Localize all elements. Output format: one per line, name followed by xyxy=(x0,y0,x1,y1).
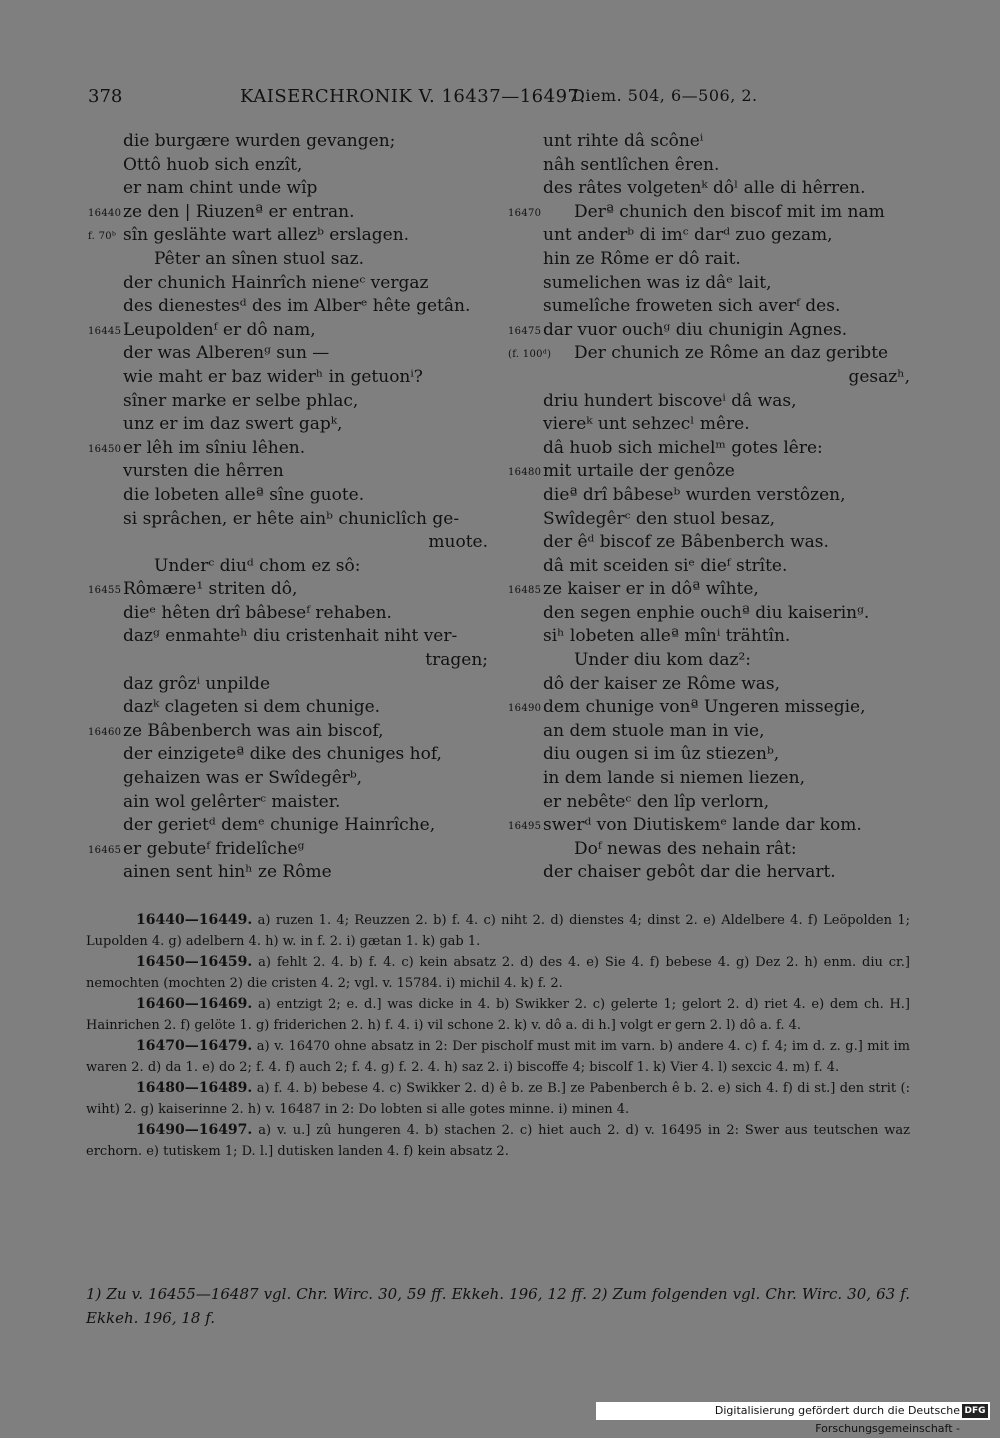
apparatus-text: a) v. 16470 ohne absatz in 2: Der pischolf must mit im varn. b) andere 4. c) f. 4; im d. z. g.] mit im waren 2. d) da 1. e) do 2; f. 4. f) auch 2; f. 4. g) f. 2. 4. h) saz 2. i) biscoffe 4; biscolf 1. k) Vier 4. l) sexcic 4. m) f. 4. xyxy=(86,1039,910,1075)
verse-line xyxy=(88,602,488,626)
verse-text: sîner marke er selbe phlac, xyxy=(123,390,359,411)
verse-line xyxy=(88,201,488,225)
verse-line xyxy=(508,508,910,532)
line-number: (f. 100ᵈ) xyxy=(508,349,552,361)
line-number: f. 70ᵇ xyxy=(88,231,117,243)
verse-line xyxy=(508,366,910,390)
line-number: 16440 xyxy=(88,207,122,219)
verse-text: nâh sentlîchen êren. xyxy=(543,154,720,175)
line-number: 16470 xyxy=(508,207,542,219)
verse-line xyxy=(88,861,488,885)
verse-text: gesazʰ, xyxy=(848,366,910,387)
line-number: 16490 xyxy=(508,703,542,715)
verse-line xyxy=(508,484,910,508)
verse-line xyxy=(88,154,488,178)
verse-text: daz grôzⁱ unpilde xyxy=(123,673,270,694)
apparatus-range: 16460—16469. xyxy=(136,996,253,1012)
apparatus-entry xyxy=(86,952,910,994)
page-header xyxy=(88,86,758,112)
verse-text: ain wol gelêrterᶜ maister. xyxy=(123,791,341,812)
verse-line xyxy=(508,437,910,461)
verse-line xyxy=(508,272,910,296)
verse-line xyxy=(88,791,488,815)
verse-line xyxy=(88,224,488,248)
verse-text: Pêter an sînen stuol saz. xyxy=(154,248,364,269)
apparatus-text: a) ruzen 1. 4; Reuzzen 2. b) f. 4. c) niht 2. d) dienstes 4; dinst 2. e) Aldelbere 4. f) Leöpolden 1; Lupolden 4. g) adelbern 4. h) w. in f. 2. i) gætan 1. k) gab 1. xyxy=(86,913,910,949)
line-number: 16485 xyxy=(508,585,542,597)
verse-line xyxy=(88,696,488,720)
verse-text: sîn geslähte wart allezᵇ erslagen. xyxy=(123,225,410,246)
line-number: 16460 xyxy=(88,726,122,738)
left-verse-column xyxy=(88,130,488,885)
verse-line xyxy=(508,319,910,343)
line-number: 16445 xyxy=(88,325,122,337)
verse-line xyxy=(508,791,910,815)
verse-line xyxy=(88,649,488,673)
apparatus-range: 16490—16497. xyxy=(136,1122,253,1138)
verse-line xyxy=(88,578,488,602)
verse-text: driu hundert biscoveⁱ dâ was, xyxy=(543,390,797,411)
verse-line xyxy=(88,555,488,579)
verse-text: vursten die hêrren xyxy=(123,461,284,482)
verse-text: er nam chint unde wîp xyxy=(123,178,318,199)
verse-text: der chunich Hainrîch nieneᶜ vergaz xyxy=(123,272,429,293)
verse-line xyxy=(508,248,910,272)
verse-line xyxy=(508,224,910,248)
apparatus-range: 16450—16459. xyxy=(136,954,253,970)
apparatus-range: 16480—16489. xyxy=(136,1080,253,1096)
verse-line xyxy=(88,625,488,649)
apparatus-text: a) entzigt 2; e. d.] was dicke in 4. b) Swikker 2. c) gelerte 1; gelort 2. d) riet 4. e) dem ch. H.] Hainrichen 2. f) gelöte 1. g) friderichen 2. h) f. 4. i) vil schone 2. k) v. dô a. di h.] volgt er gern 2. l) dô a. f. 4. xyxy=(86,997,910,1033)
verse-line xyxy=(508,154,910,178)
verse-line xyxy=(508,342,910,366)
verse-text: dâ huob sich michelᵐ gotes lêre: xyxy=(543,437,823,458)
verse-text: mit urtaile der genôze xyxy=(543,461,735,482)
verse-text: hin ze Rôme er dô rait. xyxy=(543,248,741,269)
verse-line xyxy=(508,602,910,626)
verse-text: Derª chunich den biscof mit im nam xyxy=(574,201,885,222)
dfg-logo: DFG xyxy=(962,1404,988,1418)
dfg-banner xyxy=(596,1402,990,1435)
verse-text: er gebuteᶠ fridelîcheᵍ xyxy=(123,838,305,859)
apparatus-text: a) v. u.] zû hungeren 4. b) stachen 2. c) hiet auch 2. d) v. 16495 in 2: Swer aus teutschen waz erchorn. e) tutiskem 1; D. l.] dutisken landen 4. f) kein absatz 2. xyxy=(86,1123,910,1159)
verse-text: der was Alberenᵍ sun — xyxy=(123,343,330,364)
line-number: 16475 xyxy=(508,325,542,337)
verse-line xyxy=(88,814,488,838)
verse-text: sumelichen was iz dâᵉ lait, xyxy=(543,272,772,293)
verse-text: muote. xyxy=(428,532,488,553)
verse-line xyxy=(508,177,910,201)
verse-line xyxy=(88,272,488,296)
line-number: 16480 xyxy=(508,467,542,479)
verse-text: in dem lande si niemen liezen, xyxy=(543,768,805,789)
apparatus-entry xyxy=(86,910,910,952)
verse-text: dazᵏ clageten si dem chunige. xyxy=(123,697,381,718)
verse-line xyxy=(88,342,488,366)
verse-text: des râtes volgetenᵏ dôˡ alle di hêrren. xyxy=(543,178,866,199)
verse-text: die lobeten alleª sîne guote. xyxy=(123,484,365,505)
verse-text: er nebêteᶜ den lîp verlorn, xyxy=(543,791,770,812)
verse-line xyxy=(508,413,910,437)
apparatus-entry xyxy=(86,1078,910,1120)
verse-line xyxy=(88,413,488,437)
verse-line xyxy=(88,177,488,201)
verse-line xyxy=(88,366,488,390)
verse-line xyxy=(508,201,910,225)
verse-line xyxy=(508,696,910,720)
verse-line xyxy=(508,861,910,885)
verse-line xyxy=(508,838,910,862)
apparatus-text: a) fehlt 2. 4. b) f. 4. c) kein absatz 2. d) des 4. e) Sie 4. f) bebese 4. g) Dez 2. h) enm. diu cr.] nemochten (mochten 2) die cristen 4. 2; vgl. v. 15784. i) michil 4. k) f. 2. xyxy=(86,955,910,991)
verse-text: unz er im daz swert gapᵏ, xyxy=(123,414,343,435)
verse-text: dazᵍ enmahteʰ diu cristenhait niht ver- xyxy=(123,626,458,647)
verse-text: tragen; xyxy=(425,650,488,671)
footnote: 1) Zu v. 16455—16487 vgl. Chr. Wirc. 30, 59 ff. Ekkeh. 196, 12 ff. 2) Zum folgenden vgl. Chr. Wirc. 30, 63 f. Ekkeh. 196, 18 f. xyxy=(86,1285,910,1327)
verse-line xyxy=(88,484,488,508)
verse-line xyxy=(88,767,488,791)
verse-text: viereᵏ unt sehzecˡ mêre. xyxy=(543,414,750,435)
verse-text: unt anderᵇ di imᶜ darᵈ zuo gezam, xyxy=(543,225,833,246)
line-number: 16455 xyxy=(88,585,122,597)
verse-text: ze kaiser er in dôª wîhte, xyxy=(543,579,759,600)
verse-line xyxy=(88,248,488,272)
verse-text: der einzigeteª dike des chuniges hof, xyxy=(123,744,442,765)
apparatus-text: a) f. 4. b) bebese 4. c) Swikker 2. d) ê b. ze B.] ze Pabenberch ê b. 2. e) sich 4. f) di st.] den strit (: wiht) 2. g) kaiserinne 2. h) v. 16487 in 2: Do lobten si alle gotes minne. i) minen 4. xyxy=(86,1081,910,1117)
dfg-banner-text: Digitalisierung gefördert durch die Deutsche Forschungsgemeinschaft - xyxy=(714,1404,960,1435)
verse-text: Under diu kom daz²: xyxy=(574,650,751,671)
verse-text: die burgære wurden gevangen; xyxy=(123,131,396,151)
verse-line xyxy=(508,578,910,602)
line-number: 16495 xyxy=(508,821,542,833)
apparatus-range: 16470—16479. xyxy=(136,1038,253,1054)
verse-text: unt rihte dâ scôneⁱ xyxy=(543,131,704,151)
verse-text: des dienestesᵈ des im Alberᵉ hête getân. xyxy=(123,296,471,317)
apparatus-entry xyxy=(86,994,910,1036)
verse-line xyxy=(88,743,488,767)
verse-line xyxy=(508,625,910,649)
verse-line xyxy=(88,531,488,555)
verse-text: Doᶠ newas des nehain rât: xyxy=(574,838,797,859)
verse-text: dem chunige vonª Ungeren missegie, xyxy=(543,697,866,718)
verse-text: dieᵉ hêten drî bâbeseᶠ rehaben. xyxy=(123,602,392,623)
verse-text: wie maht er baz widerʰ in getuonⁱ? xyxy=(123,366,423,387)
verse-line xyxy=(88,390,488,414)
verse-text: dô der kaiser ze Rôme was, xyxy=(543,673,781,694)
verse-line xyxy=(88,437,488,461)
verse-text: ainen sent hinʰ ze Rôme xyxy=(123,862,332,883)
verse-text: dâ mit sceiden siᵉ dieᶠ strîte. xyxy=(543,555,788,576)
apparatus-entry xyxy=(86,1036,910,1078)
verse-text: an dem stuole man in vie, xyxy=(543,720,765,741)
critical-apparatus xyxy=(86,910,910,1162)
right-verse-column xyxy=(508,130,910,885)
verse-line xyxy=(508,130,910,154)
verse-text: Der chunich ze Rôme an daz geribte xyxy=(574,343,889,364)
verse-text: ze Bâbenberch was ain biscof, xyxy=(123,720,384,741)
verse-text: gehaizen was er Swîdegêrᵇ, xyxy=(123,768,363,789)
verse-text: diu ougen si im ûz stiezenᵇ, xyxy=(543,744,780,765)
verse-line xyxy=(508,531,910,555)
verse-text: Ottô huob sich enzît, xyxy=(123,154,303,175)
verse-line xyxy=(508,767,910,791)
verse-text: swerᵈ von Diutiskemᵉ lande dar kom. xyxy=(543,815,862,836)
apparatus-range: 16440—16449. xyxy=(136,912,253,928)
verse-line xyxy=(508,555,910,579)
verse-text: dar vuor ouchᵍ diu chunigin Agnes. xyxy=(543,319,848,340)
verse-line xyxy=(508,814,910,838)
verse-line xyxy=(508,743,910,767)
verse-line xyxy=(88,508,488,532)
verse-line xyxy=(88,720,488,744)
verse-line xyxy=(508,720,910,744)
verse-text: Underᶜ diuᵈ chom ez sô: xyxy=(154,555,361,576)
verse-line xyxy=(508,295,910,319)
verse-text: der gerietᵈ demᵉ chunige Hainrîche, xyxy=(123,815,436,836)
verse-line xyxy=(508,673,910,697)
page-number: 378 xyxy=(88,86,123,107)
verse-line xyxy=(88,295,488,319)
verse-line xyxy=(88,130,488,154)
verse-line xyxy=(88,673,488,697)
running-title: KAISERCHRONIK V. 16437—16497. xyxy=(240,86,586,107)
line-number: 16465 xyxy=(88,844,122,856)
verse-text: Rômære¹ striten dô, xyxy=(123,579,298,600)
verse-text: dieª drî bâbeseᵇ wurden verstôzen, xyxy=(543,484,846,505)
verse-line xyxy=(508,649,910,673)
verse-line xyxy=(88,460,488,484)
verse-text: den segen enphie ouchª diu kaiserinᵍ. xyxy=(543,602,870,623)
verse-text: der êᵈ biscof ze Bâbenberch was. xyxy=(543,532,829,553)
verse-text: Leupoldenᶠ er dô nam, xyxy=(123,319,316,340)
verse-text: der chaiser gebôt dar die hervart. xyxy=(543,862,836,883)
line-number: 16450 xyxy=(88,443,122,455)
diemer-reference: Diem. 504, 6—506, 2. xyxy=(572,86,758,105)
verse-line xyxy=(508,460,910,484)
verse-text: ze den | Riuzenª er entran. xyxy=(123,201,355,222)
verse-line xyxy=(508,390,910,414)
verse-text: sumelîche froweten sich averᶠ des. xyxy=(543,296,841,317)
verse-text: si sprâchen, er hête ainᵇ chuniclîch ge- xyxy=(123,508,460,529)
verse-text: er lêh im sîniu lêhen. xyxy=(123,437,306,458)
apparatus-entry xyxy=(86,1120,910,1162)
verse-line xyxy=(88,319,488,343)
verse-line xyxy=(88,838,488,862)
verse-text: Swîdegêrᶜ den stuol besaz, xyxy=(543,508,775,529)
verse-text: siʰ lobeten alleª mînⁱ trähtîn. xyxy=(543,626,791,647)
